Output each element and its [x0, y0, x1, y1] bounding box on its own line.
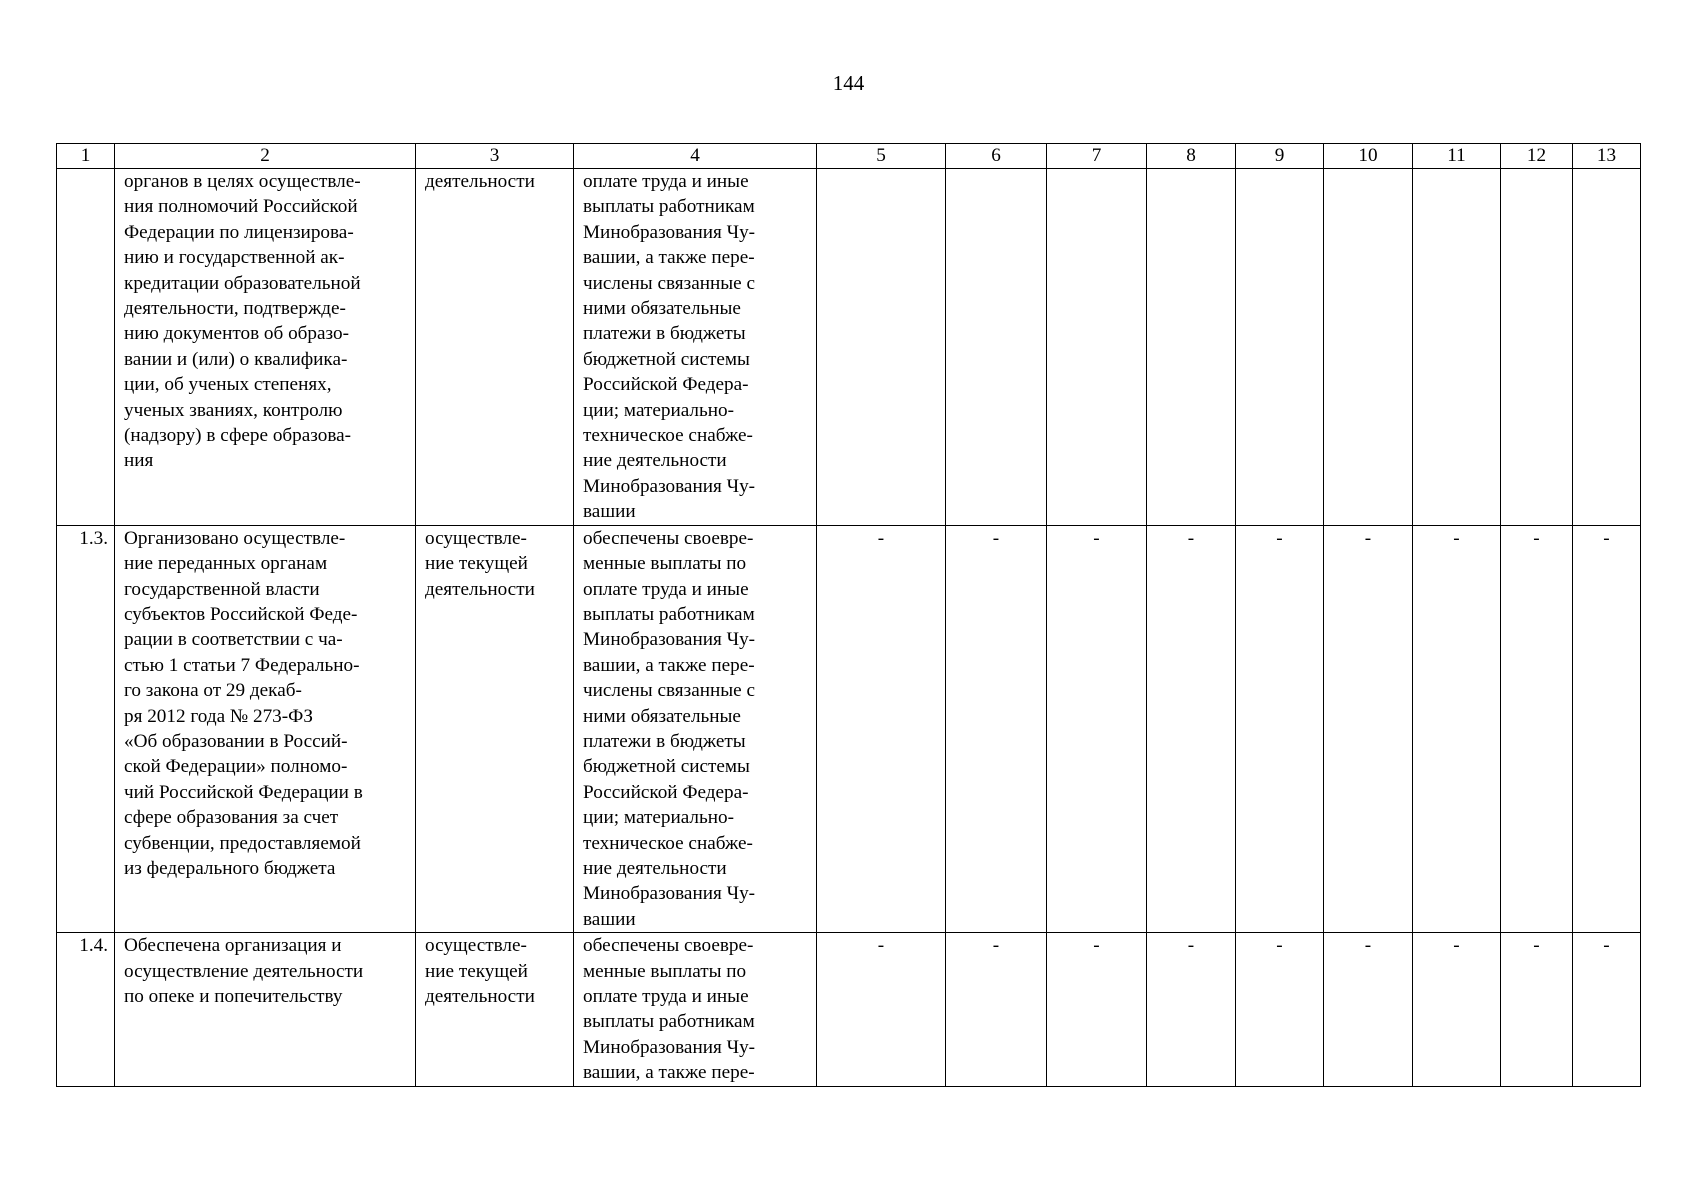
result-description-cell [574, 169, 817, 526]
text-line: вашии, а также пере- [583, 654, 755, 676]
text-line: ние деятельности [583, 450, 727, 472]
column-header: 1 [57, 144, 115, 169]
text-line: числены связанные с [583, 272, 755, 294]
text-line: рации в соответствии с ча- [124, 629, 343, 651]
text-line: государственной власти [124, 578, 320, 600]
value-cell: - [946, 933, 1047, 1086]
event-description-cell [115, 525, 416, 933]
value-cell: - [817, 525, 946, 933]
text-line: оплате труда и иные [583, 986, 749, 1007]
text-line: вании и (или) о квалифика- [124, 348, 348, 370]
text-line: чий Российской Федерации в [124, 781, 363, 803]
text-line: (надзору) в сфере образова- [124, 425, 352, 447]
text-line: выплаты работникам [583, 196, 755, 218]
text-line: числены связанные с [583, 680, 755, 702]
column-header: 9 [1236, 144, 1324, 169]
row-number-cell: 1.3. [57, 525, 115, 933]
text-line: деятельности [425, 578, 535, 600]
activity-type-cell [416, 525, 574, 933]
text-line: оплате труда и иные [583, 171, 749, 192]
activity-type-cell [416, 169, 574, 526]
text-line: ние переданных органам [124, 553, 328, 575]
value-cell: - [1501, 933, 1573, 1086]
table-row [57, 169, 1641, 526]
value-cell [1147, 169, 1236, 526]
text-line: Минобразования Чу- [583, 475, 756, 497]
document-table [56, 143, 1641, 1087]
text-line: из федерального бюджета [124, 857, 336, 879]
row-number-cell [57, 169, 115, 526]
value-cell: - [1573, 525, 1641, 933]
text-line: менные выплаты по [583, 553, 747, 575]
table-row [57, 933, 1641, 1086]
text-line: деятельности [425, 171, 535, 192]
value-cell: - [1147, 933, 1236, 1086]
value-cell: - [1413, 525, 1501, 933]
text-line: техническое снабже- [583, 832, 753, 854]
table-header-row [57, 144, 1641, 169]
text-line: ской Федерации» полномо- [124, 756, 348, 778]
column-header: 4 [574, 144, 817, 169]
text-line: нию и государственной ак- [124, 247, 345, 269]
text-line: вашии [583, 908, 636, 930]
text-line: ние текущей [425, 960, 528, 982]
column-header: 8 [1147, 144, 1236, 169]
text-line: вашии, а также пере- [583, 247, 755, 269]
value-cell [946, 169, 1047, 526]
text-line: менные выплаты по [583, 960, 747, 982]
value-cell [1236, 169, 1324, 526]
value-cell [1413, 169, 1501, 526]
value-cell [1573, 169, 1641, 526]
value-cell [817, 169, 946, 526]
text-line: ния полномочий Российской [124, 196, 358, 218]
value-cell: - [1413, 933, 1501, 1086]
text-line: выплаты работникам [583, 1011, 755, 1033]
text-line: ними обязательные [583, 298, 741, 320]
text-line: кредитации образовательной [124, 272, 361, 294]
text-line: ции, об ученых степенях, [124, 374, 332, 396]
value-cell [1324, 169, 1413, 526]
text-line: Минобразования Чу- [583, 1036, 756, 1058]
value-cell: - [946, 525, 1047, 933]
text-line: деятельности [425, 986, 535, 1007]
value-cell: - [1573, 933, 1641, 1086]
text-line: обеспечены своевре- [583, 935, 754, 957]
text-line: ния [124, 450, 154, 472]
column-header: 13 [1573, 144, 1641, 169]
value-cell: - [1324, 525, 1413, 933]
value-cell [1501, 169, 1573, 526]
value-cell: - [1047, 525, 1147, 933]
text-line: Российской Федера- [583, 781, 749, 803]
text-line: деятельности, подтвержде- [124, 298, 346, 320]
text-line: Минобразования Чу- [583, 883, 756, 905]
column-header: 2 [115, 144, 416, 169]
text-line: вашии [583, 501, 636, 523]
row-number-cell: 1.4. [57, 933, 115, 1086]
text-line: бюджетной системы [583, 756, 750, 778]
text-line: платежи в бюджеты [583, 730, 746, 752]
value-cell [1047, 169, 1147, 526]
text-line: ря 2012 года № 273-ФЗ [124, 705, 313, 727]
text-line: Обеспечена организация и [124, 935, 342, 957]
text-line: стью 1 статьи 7 Федерально- [124, 654, 360, 676]
text-line: сфере образования за счет [124, 807, 339, 829]
text-line: «Об образовании в Россий- [124, 730, 348, 752]
column-header: 3 [416, 144, 574, 169]
result-description-cell [574, 933, 817, 1086]
value-cell: - [1501, 525, 1573, 933]
text-line: Минобразования Чу- [583, 221, 756, 243]
text-line: осуществле- [425, 935, 527, 957]
text-line: Российской Федера- [583, 374, 749, 396]
value-cell: - [1047, 933, 1147, 1086]
column-header: 12 [1501, 144, 1573, 169]
text-line: Федерации по лицензирова- [124, 221, 354, 243]
text-line: ции; материально- [583, 399, 734, 421]
text-line: осуществле- [425, 527, 527, 549]
event-description-cell [115, 933, 416, 1086]
column-header: 7 [1047, 144, 1147, 169]
text-line: го закона от 29 декаб- [124, 680, 302, 702]
text-line: Минобразования Чу- [583, 629, 756, 651]
text-line: платежи в бюджеты [583, 323, 746, 345]
text-line: техническое снабже- [583, 425, 753, 447]
value-cell: - [1324, 933, 1413, 1086]
column-header: 10 [1324, 144, 1413, 169]
text-line: субъектов Российской Феде- [124, 603, 358, 625]
text-line: органов в целях осуществле- [124, 171, 361, 192]
text-line: ние текущей [425, 553, 528, 575]
text-line: выплаты работникам [583, 603, 755, 625]
value-cell: - [1236, 525, 1324, 933]
text-line: осуществление деятельности [124, 960, 364, 982]
text-line: бюджетной системы [583, 348, 750, 370]
value-cell: - [1147, 525, 1236, 933]
column-header: 5 [817, 144, 946, 169]
text-line: вашии, а также пере- [583, 1062, 755, 1084]
text-line: обеспечены своевре- [583, 527, 754, 549]
text-line: нию документов об образо- [124, 323, 349, 345]
text-line: субвенции, предоставляемой [124, 832, 361, 854]
column-header: 11 [1413, 144, 1501, 169]
text-line: Организовано осуществле- [124, 527, 346, 549]
text-line: ции; материально- [583, 807, 734, 829]
value-cell: - [817, 933, 946, 1086]
result-description-cell [574, 525, 817, 933]
text-line: ние деятельности [583, 857, 727, 879]
text-line: по опеке и попечительству [124, 986, 343, 1007]
value-cell: - [1236, 933, 1324, 1086]
column-header: 6 [946, 144, 1047, 169]
text-line: оплате труда и иные [583, 578, 749, 600]
text-line: ними обязательные [583, 705, 741, 727]
page-number: 144 [832, 71, 865, 95]
table-row [57, 525, 1641, 933]
text-line: ученых званиях, контролю [124, 399, 343, 421]
event-description-cell [115, 169, 416, 526]
activity-type-cell [416, 933, 574, 1086]
